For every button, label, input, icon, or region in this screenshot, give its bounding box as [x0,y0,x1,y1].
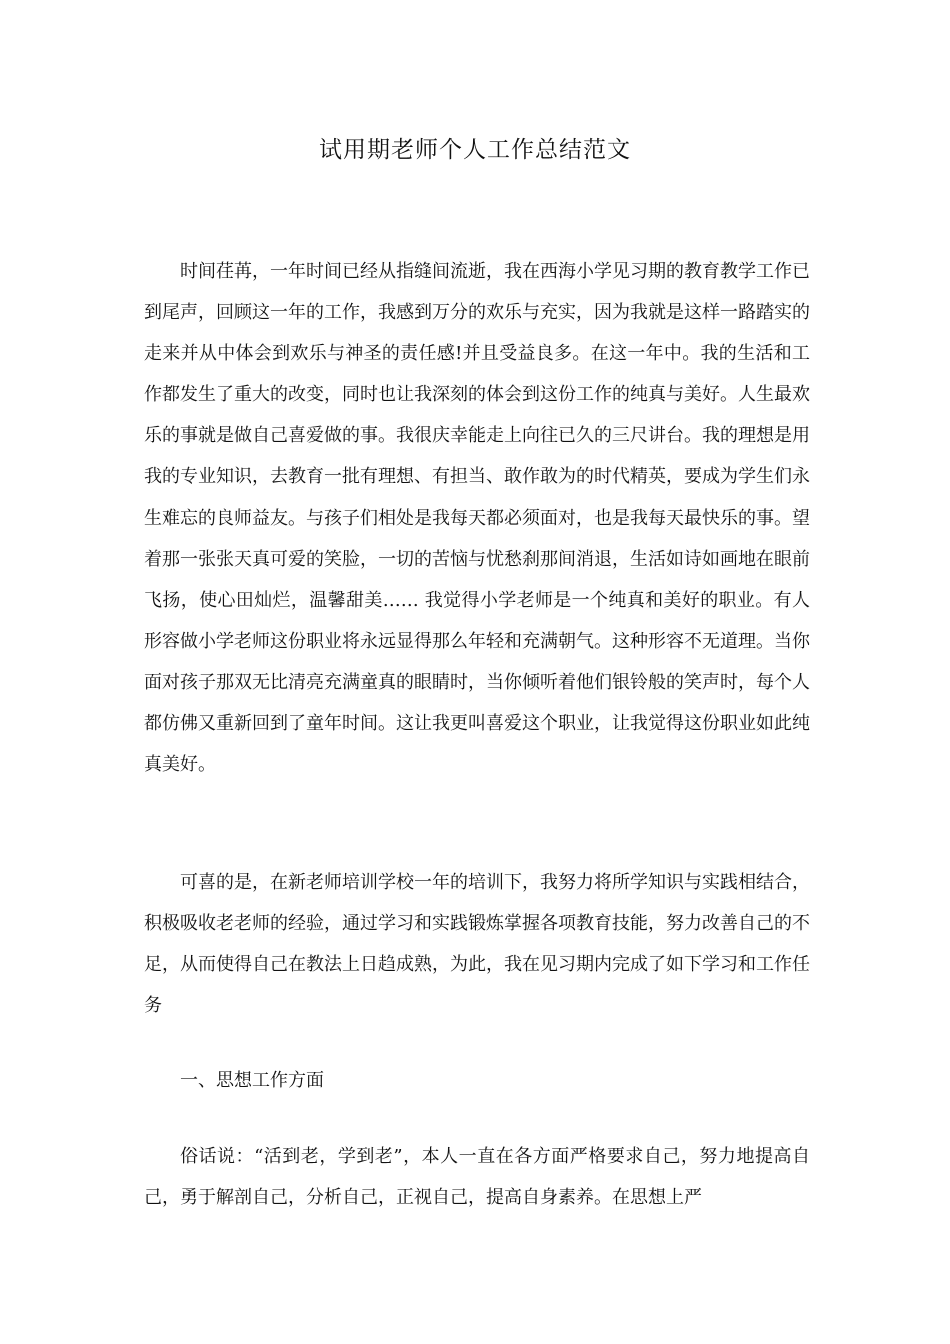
section-heading-ideology: 一、思想工作方面 [180,1070,324,1091]
paragraph-training: 可喜的是，在新老师培训学校一年的培训下，我努力将所学知识与实践相结合，积极吸收老老师的经验，通过学习和实践锻炼掌握各项教育技能，努力改善自己的不足，从而使得自己在教法上日趋成熟，为此，我在见习期内完成了如下学习和工作任务 [144,872,810,1017]
paragraph-ideology: 俗话说：“活到老，学到老”，本人一直在各方面严格要求自己，努力地提高自己，勇于解剖自己，分析自己，正视自己，提高自身素养。在思想上严 [144,1146,810,1209]
document-title: 试用期老师个人工作总结范文 [319,137,631,163]
paragraph-intro: 时间荏苒，一年时间已经从指缝间流逝，我在西海小学见习期的教育教学工作已到尾声，回顾这一年的工作，我感到万分的欢乐与充实，因为我就是这样一路踏实的走来并从中体会到欢乐与神圣的责任感!并且受益良多。在这一年中。我的生活和工作都发生了重大的改变，同时也让我深刻的体会到这份工作的纯真与美好。人生最欢乐的事就是做自己喜爱做的事。我很庆幸能走上向往已久的三尺讲台。我的理想是用我的专业知识，去教育一批有理想、有担当、敢作敢为的时代精英，要成为学生们永生难忘的良师益友。与孩子们相处是我每天都必须面对，也是我每天最快乐的事。望着那一张张天真可爱的笑脸，一切的苦恼与忧愁刹那间消退，生活如诗如画地在眼前飞扬，使心田灿烂，温馨甜美…… 我觉得小学老师是一个纯真和美好的职业。有人形容做小学老师这份职业将永远显得那么年轻和充满朝气。这种形容不无道理。当你面对孩子那双无比清亮充满童真的眼睛时，当你倾听着他们银铃般的笑声时，每个人都仿佛又重新回到了童年时间。这让我更叫喜爱这个职业，让我觉得这份职业如此纯真美好。 [144,261,810,776]
